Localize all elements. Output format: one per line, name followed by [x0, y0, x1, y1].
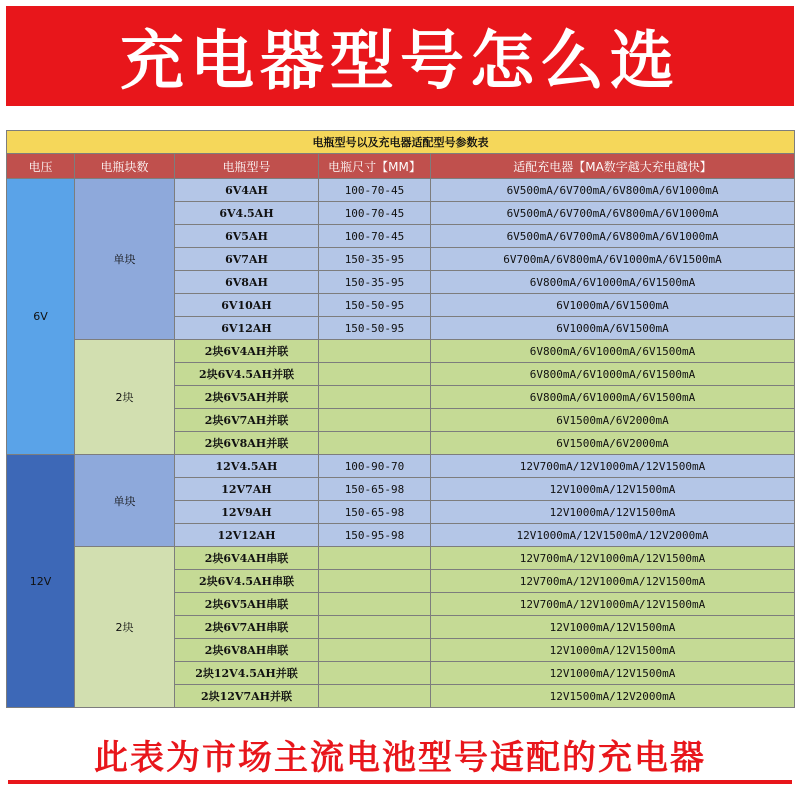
charger-cell: 12V1500mA/12V2000mA	[431, 685, 795, 708]
size-cell	[319, 639, 431, 662]
table-row	[7, 179, 795, 202]
model-cell: 2块6V4AH并联	[175, 340, 319, 363]
charger-cell: 6V1000mA/6V1500mA	[431, 294, 795, 317]
charger-cell: 12V1000mA/12V1500mA	[431, 639, 795, 662]
charger-cell: 6V500mA/6V700mA/6V800mA/6V1000mA	[431, 179, 795, 202]
size-cell	[319, 409, 431, 432]
header-blocks: 电瓶块数	[75, 154, 175, 179]
size-cell: 100-70-45	[319, 225, 431, 248]
model-cell: 6V12AH	[175, 317, 319, 340]
table-header-row	[7, 154, 795, 179]
model-cell: 12V7AH	[175, 478, 319, 501]
model-cell: 2块12V7AH并联	[175, 685, 319, 708]
model-cell: 2块12V4.5AH并联	[175, 662, 319, 685]
charger-cell: 6V500mA/6V700mA/6V800mA/6V1000mA	[431, 202, 795, 225]
model-cell: 12V4.5AH	[175, 455, 319, 478]
model-cell: 2块6V5AH串联	[175, 593, 319, 616]
charger-cell: 6V700mA/6V800mA/6V1000mA/6V1500mA	[431, 248, 795, 271]
model-cell: 6V8AH	[175, 271, 319, 294]
charger-cell: 12V1000mA/12V1500mA	[431, 478, 795, 501]
banner-panel	[6, 6, 794, 106]
charger-cell: 6V800mA/6V1000mA/6V1500mA	[431, 340, 795, 363]
model-cell: 12V9AH	[175, 501, 319, 524]
model-cell: 2块6V7AH串联	[175, 616, 319, 639]
size-cell	[319, 685, 431, 708]
banner	[0, 0, 800, 112]
size-cell	[319, 432, 431, 455]
block-count-cell: 2块	[75, 547, 175, 708]
size-cell: 150-50-95	[319, 317, 431, 340]
size-cell	[319, 616, 431, 639]
charger-cell: 6V800mA/6V1000mA/6V1500mA	[431, 386, 795, 409]
charger-cell: 12V700mA/12V1000mA/12V1500mA	[431, 547, 795, 570]
model-cell: 2块6V8AH并联	[175, 432, 319, 455]
model-cell: 2块6V4.5AH并联	[175, 363, 319, 386]
model-cell: 2块6V4.5AH串联	[175, 570, 319, 593]
model-cell: 6V7AH	[175, 248, 319, 271]
size-cell: 150-35-95	[319, 248, 431, 271]
charger-cell: 6V1500mA/6V2000mA	[431, 432, 795, 455]
size-cell: 150-95-98	[319, 524, 431, 547]
table-row	[7, 340, 795, 363]
size-cell: 150-65-98	[319, 478, 431, 501]
table-row	[7, 547, 795, 570]
charger-cell: 6V800mA/6V1000mA/6V1500mA	[431, 271, 795, 294]
size-cell: 100-70-45	[319, 179, 431, 202]
table-title: 电瓶型号以及充电器适配型号参数表	[7, 131, 795, 154]
table-row	[7, 455, 795, 478]
model-cell: 2块6V4AH串联	[175, 547, 319, 570]
size-cell	[319, 547, 431, 570]
model-cell: 6V4.5AH	[175, 202, 319, 225]
size-cell: 100-90-70	[319, 455, 431, 478]
size-cell	[319, 340, 431, 363]
size-cell: 150-35-95	[319, 271, 431, 294]
charger-cell: 6V1000mA/6V1500mA	[431, 317, 795, 340]
size-cell	[319, 386, 431, 409]
model-cell: 2块6V5AH并联	[175, 386, 319, 409]
block-count-cell: 单块	[75, 179, 175, 340]
charger-cell: 6V1500mA/6V2000mA	[431, 409, 795, 432]
header-charger: 适配充电器【MA数字越大充电越快】	[431, 154, 795, 179]
header-model: 电瓶型号	[175, 154, 319, 179]
size-cell	[319, 363, 431, 386]
block-count-cell: 2块	[75, 340, 175, 455]
header-voltage: 电压	[7, 154, 75, 179]
model-cell: 6V5AH	[175, 225, 319, 248]
charger-cell: 12V700mA/12V1000mA/12V1500mA	[431, 570, 795, 593]
size-cell: 150-65-98	[319, 501, 431, 524]
charger-cell: 6V500mA/6V700mA/6V800mA/6V1000mA	[431, 225, 795, 248]
size-cell	[319, 662, 431, 685]
charger-cell: 6V800mA/6V1000mA/6V1500mA	[431, 363, 795, 386]
size-cell	[319, 593, 431, 616]
charger-cell: 12V1000mA/12V1500mA	[431, 501, 795, 524]
model-cell: 6V4AH	[175, 179, 319, 202]
voltage-cell: 6V	[7, 179, 75, 455]
size-cell: 100-70-45	[319, 202, 431, 225]
header-size: 电瓶尺寸【MM】	[319, 154, 431, 179]
model-cell: 2块6V7AH并联	[175, 409, 319, 432]
model-cell: 6V10AH	[175, 294, 319, 317]
size-cell	[319, 570, 431, 593]
spec-table	[6, 130, 795, 708]
footer-underline	[8, 780, 792, 784]
model-cell: 12V12AH	[175, 524, 319, 547]
block-count-cell: 单块	[75, 455, 175, 547]
footer-note: 此表为市场主流电池型号适配的充电器	[94, 738, 706, 778]
charger-cell: 12V1000mA/12V1500mA	[431, 662, 795, 685]
charger-cell: 12V1000mA/12V1500mA/12V2000mA	[431, 524, 795, 547]
model-cell: 2块6V8AH串联	[175, 639, 319, 662]
size-cell: 150-50-95	[319, 294, 431, 317]
charger-cell: 12V1000mA/12V1500mA	[431, 616, 795, 639]
charger-cell: 12V700mA/12V1000mA/12V1500mA	[431, 455, 795, 478]
banner-title: 充电器型号怎么选	[120, 25, 680, 99]
voltage-cell: 12V	[7, 455, 75, 708]
charger-cell: 12V700mA/12V1000mA/12V1500mA	[431, 593, 795, 616]
